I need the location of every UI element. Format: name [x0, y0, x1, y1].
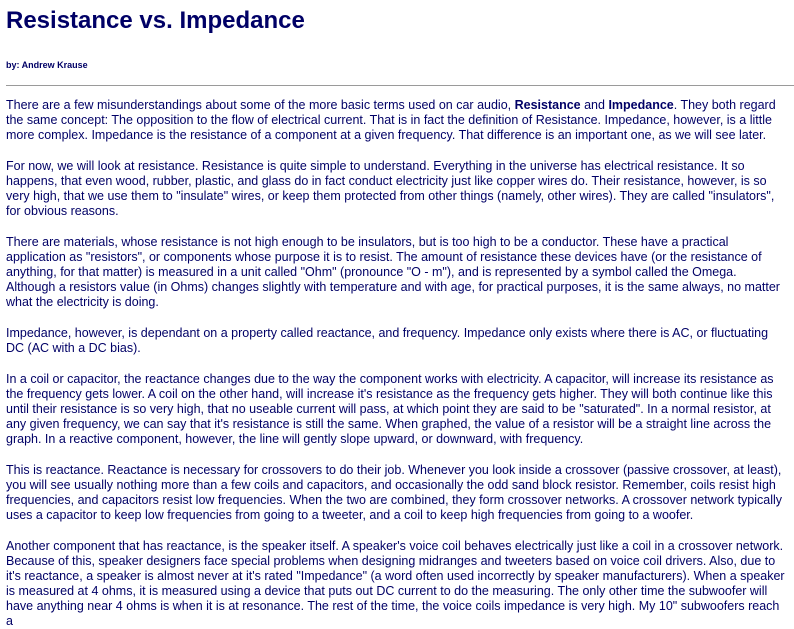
paragraph-intro [6, 98, 788, 143]
paragraph-intro-text-a: There are a few misunderstandings about some of the more basic terms used on car audio, [6, 98, 515, 112]
author-byline: by: Andrew Krause [6, 60, 88, 70]
paragraph-intro-text-c: and [580, 98, 609, 112]
term-resistance: Resistance [514, 98, 581, 112]
paragraph-resistors: There are materials, whose resistance is not high enough to be insulators, but is too high to be a conductor. These have a practical application as "resistors", or components whose purpose it is to resist. The amount of resistance these devices have (or the resistance of anything, for that matter) is measured in a unit called "Ohm" (pronounce "O - m"), and is represented by a symbol called the Omega. Although a resistors value (in Ohms) changes slightly with temperature and with age, for practical purposes, it is the same always, no matter what the electricity is doing. [6, 235, 780, 309]
term-impedance: Impedance [608, 98, 674, 112]
paragraph-reactance-components: In a coil or capacitor, the reactance changes due to the way the component works with electricity. A capacitor, will increase its resistance as the frequency gets lower. A coil on the other hand, will increase it's resistance as the frequency gets higher. They will both continue like this until their resistance is so very high, that no useable current will pass, at which point they are said to be "saturated". In a normal resistor, at any given frequency, we can say that it's resistance is still the same. When graphed, the value of a resistor will be a straight line across the graph. In a reactive component, however, the line will gently slope upward, or downward, with frequency. [6, 372, 774, 446]
article-title: Resistance vs. Impedance [6, 7, 305, 34]
title-divider [6, 85, 794, 86]
paragraph-intro-text-d: . They both regard the same concept: The opposition to the flow of electrical current. That is in fact the definition of Resistance. Impedance, however, is a little more complex. Impedance is the resistance of a component at a given frequency. That difference is an important one, as we will see later. [6, 98, 776, 142]
paragraph-speaker: Another component that has reactance, is the speaker itself. A speaker's voice coil behaves electrically just like a coil in a crossover network. Because of this, speaker designers face special problems when designing midranges and tweeters based on voice coil drivers. Also, due to it's reactance, a speaker is almost never at it's rated "Impedance" (a word often used incorrectly by speaker manufacturers). When a speaker is measured at 4 ohms, it is measured using a device that puts out DC current to do the measuring. The only other time the subwoofer will have anything near 4 ohms is when it is at resonance. The rest of the time, the voice coils impedance is very high. My 10" subwoofers reach a [6, 539, 785, 628]
article-page [0, 7, 794, 629]
paragraph-resistance: For now, we will look at resistance. Resistance is quite simple to understand. Everything in the universe has electrical resistance. It so happens, that even wood, rubber, plastic, and glass do in fact conduct electricity just like copper wires do. Their resistance, however, is so very high, that we use them to "insulate" wires, or keep them protected from other things (namely, other wires). They are called "insulators", for obvious reasons. [6, 159, 775, 218]
paragraph-crossovers: This is reactance. Reactance is necessary for crossovers to do their job. Whenever you look inside a crossover (passive crossover, at least), you will see usually nothing more than a few coils and capacitors, and occasionally the odd sand block resistor. Remember, coils resist high frequencies, and capacitors resist low frequencies. When the two are combined, they form crossover networks. A crossover network typically uses a capacitor to keep low frequencies from going to a tweeter, and a coil to keep high frequencies from going to a woofer. [6, 463, 783, 522]
article-body [6, 98, 788, 629]
paragraph-impedance: Impedance, however, is dependant on a property called reactance, and frequency. Impedance only exists where there is AC, or fluctuating DC (AC with a DC bias). [6, 326, 769, 355]
